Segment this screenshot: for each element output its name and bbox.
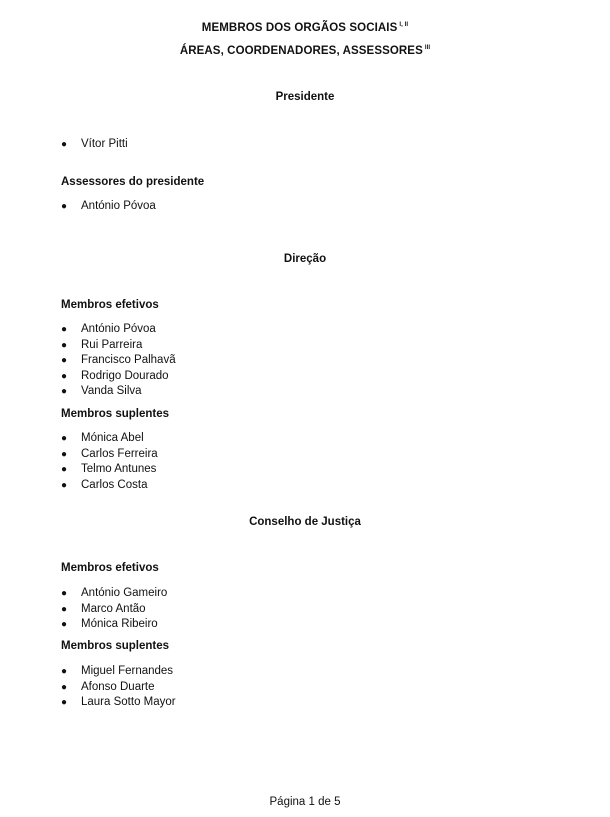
conselho-suplentes-list — [61, 664, 176, 711]
list-item — [61, 447, 158, 463]
bullet-icon: ● — [61, 339, 68, 351]
member-name: Vanda Silva — [81, 385, 142, 397]
member-name: Telmo Antunes — [81, 463, 157, 475]
member-name: António Gameiro — [81, 587, 168, 599]
list-item — [61, 369, 176, 385]
member-name: Rodrigo Dourado — [81, 369, 169, 382]
section-heading-assessores: Assessores do presidente — [61, 176, 205, 188]
list-item — [61, 431, 158, 447]
member-name: Laura Sotto Mayor — [81, 696, 176, 708]
direcao-efetivos-heading: Membros efetivos — [61, 299, 159, 311]
section-heading-presidente: Presidente — [275, 91, 335, 103]
bullet-icon: ● — [61, 370, 68, 382]
bullet-icon: ● — [61, 448, 68, 460]
member-name: Mónica Abel — [81, 432, 144, 444]
bullet-icon: ● — [61, 464, 68, 475]
list-item — [61, 586, 167, 602]
list-item — [61, 322, 176, 338]
title-text: MEMBROS DOS ORGÃOS SOCIAIS — [201, 22, 398, 34]
section-heading-direcao: Direção — [283, 253, 327, 265]
member-name: Miguel Fernandes — [81, 665, 174, 677]
list-item — [61, 353, 176, 369]
page-number: Página 1 de 5 — [269, 796, 341, 808]
member-name: Mónica Ribeiro — [81, 618, 158, 630]
member-name: Francisco Palhavã — [81, 354, 176, 366]
document-title — [0, 22, 610, 34]
conselho-efetivos-heading: Membros efetivos — [61, 562, 159, 574]
bullet-icon: ● — [61, 324, 68, 335]
list-item — [61, 137, 128, 153]
section-heading-conselho-justica: Conselho de Justiça — [249, 516, 361, 528]
bullet-icon: ● — [61, 588, 68, 599]
presidente-list — [61, 137, 128, 153]
direcao-suplentes-heading: Membros suplentes — [61, 408, 169, 420]
bullet-icon: ● — [61, 139, 68, 150]
title-footnote-ref: I, II — [399, 22, 409, 28]
list-item — [61, 338, 176, 354]
bullet-icon: ● — [61, 666, 68, 677]
bullet-icon: ● — [61, 603, 68, 615]
direcao-efetivos-list — [61, 322, 176, 400]
list-item — [61, 462, 158, 478]
member-name: António Póvoa — [81, 200, 156, 212]
bullet-icon: ● — [61, 355, 68, 366]
member-name: Marco Antão — [81, 602, 146, 615]
list-item — [61, 384, 176, 400]
bullet-icon: ● — [61, 681, 68, 693]
list-item — [61, 680, 176, 696]
list-item — [61, 695, 176, 711]
assessores-list — [61, 199, 156, 215]
subtitle-footnote-ref: III — [424, 45, 431, 51]
bullet-icon: ● — [61, 619, 68, 630]
subtitle-text: ÁREAS, COORDENADORES, ASSESSORES — [179, 45, 423, 57]
bullet-icon: ● — [61, 386, 68, 397]
bullet-icon: ● — [61, 433, 68, 444]
conselho-suplentes-heading: Membros suplentes — [61, 640, 169, 652]
conselho-efetivos-list — [61, 586, 167, 633]
list-item — [61, 199, 156, 215]
bullet-icon: ● — [61, 479, 68, 491]
member-name: Rui Parreira — [81, 338, 143, 351]
list-item — [61, 478, 158, 494]
list-item — [61, 617, 167, 633]
bullet-icon: ● — [61, 697, 68, 708]
document-subtitle — [0, 45, 610, 57]
member-name: António Póvoa — [81, 323, 156, 335]
member-name: Carlos Ferreira — [81, 447, 158, 460]
member-name: Vítor Pitti — [81, 138, 128, 150]
member-name: Carlos Costa — [81, 478, 148, 491]
list-item — [61, 664, 176, 680]
member-name: Afonso Duarte — [81, 680, 155, 693]
list-item — [61, 602, 167, 618]
bullet-icon: ● — [61, 201, 68, 212]
direcao-suplentes-list — [61, 431, 158, 493]
